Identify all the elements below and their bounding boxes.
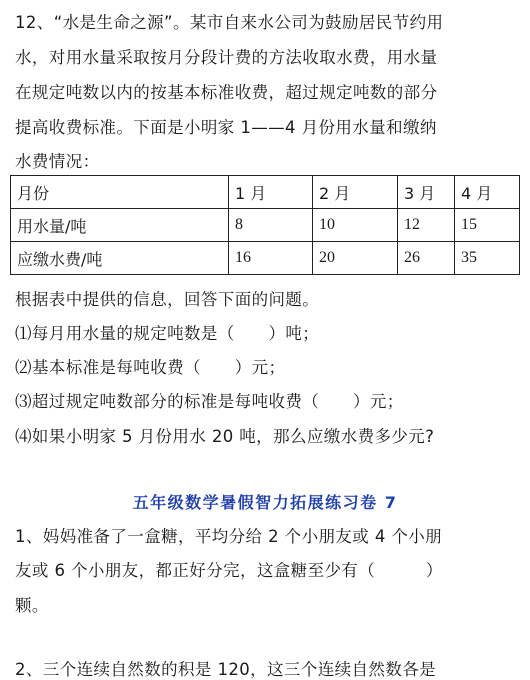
table-cell: 10	[313, 209, 398, 242]
table-row	[11, 209, 520, 242]
table-cell: 35	[455, 242, 520, 275]
table-instruction: 根据表中提供的信息，回答下面的问题。	[15, 290, 320, 309]
question-4: ⑷如果小明家 5 月份用水 20 吨，那么应缴水费多少元?	[15, 427, 435, 446]
table-header-cell: 1 月	[229, 176, 313, 209]
question-2: ⑵基本标准是每吨收费（ ）元；	[15, 358, 286, 377]
problem-1-line-1: 1、妈妈准备了一盒糖，平均分给 2 个小朋友或 4 个小朋	[15, 527, 443, 546]
section-title: 五年级数学暑假智力拓展练习卷 7	[132, 493, 398, 512]
table-row	[11, 242, 520, 275]
table-header-cell: 2 月	[313, 176, 398, 209]
table-header-cell: 3 月	[398, 176, 455, 209]
table-cell: 8	[229, 209, 313, 242]
table-header-cell: 月份	[11, 176, 229, 209]
table-cell: 12	[398, 209, 455, 242]
table-cell: 20	[313, 242, 398, 275]
question-3: ⑶超过规定吨数部分的标准是每吨收费（ ）元；	[15, 392, 404, 411]
table-cell: 15	[455, 209, 520, 242]
table-row-label: 应缴水费/吨	[11, 242, 229, 275]
table-header-row	[11, 176, 520, 209]
table-row-label: 用水量/吨	[11, 209, 229, 242]
table-cell: 26	[398, 242, 455, 275]
problem-1-line-2: 友或 6 个小朋友，都正好分完，这盒糖至少有（ ）	[15, 561, 443, 580]
question-1: ⑴每月用水量的规定吨数是（ ）吨；	[15, 324, 320, 343]
problem-12-line-1: 12、“水是生命之源”。某市自来水公司为鼓励居民节约用	[15, 13, 444, 32]
problem-2-line-1: 2、三个连续自然数的积是 120，这三个连续自然数各是	[15, 660, 437, 679]
table-cell: 16	[229, 242, 313, 275]
table-header-cell: 4 月	[455, 176, 520, 209]
water-fee-table	[10, 175, 520, 275]
problem-12-line-4: 提高收费标准。下面是小明家 1——4 月份用水量和缴纳	[15, 118, 437, 137]
problem-12-line-3: 在规定吨数以内的按基本标准收费，超过规定吨数的部分	[15, 83, 438, 102]
problem-12-line-5: 水费情况：	[15, 152, 100, 171]
problem-1-line-3: 颗。	[15, 596, 49, 615]
problem-12-line-2: 水，对用水量采取按月分段计费的方法收取水费，用水量	[15, 48, 438, 67]
